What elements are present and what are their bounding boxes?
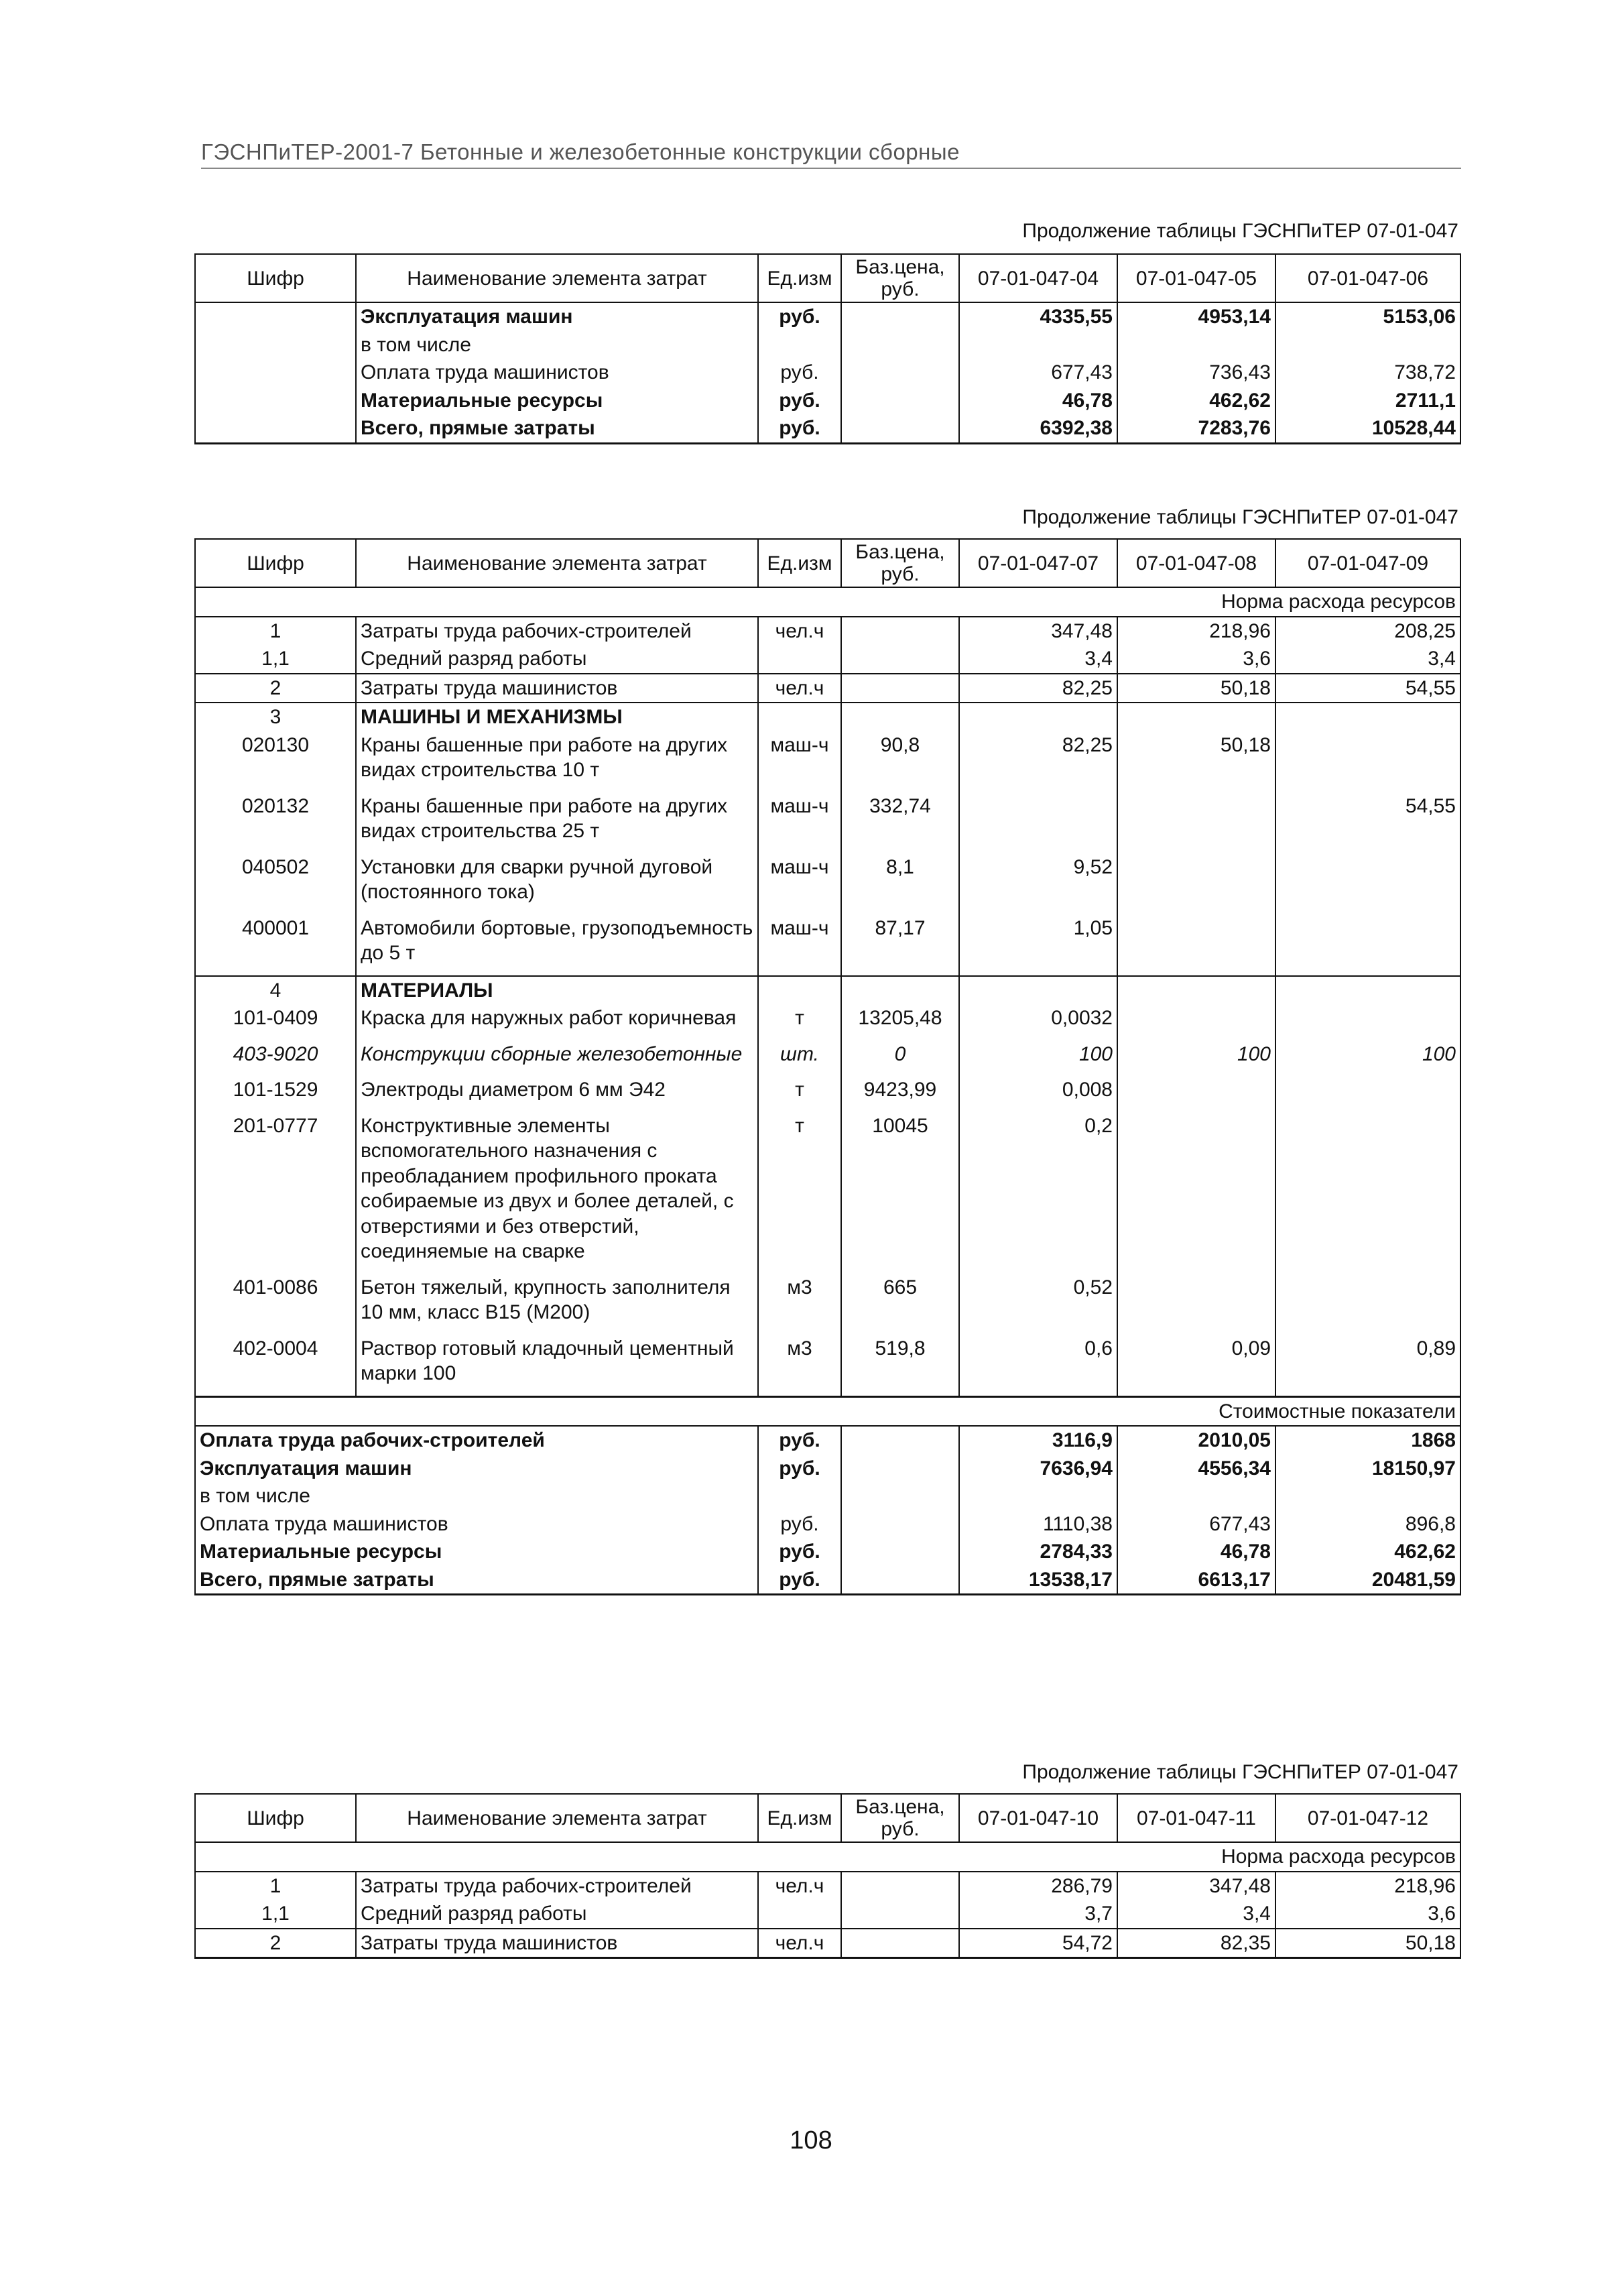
norm-value — [1275, 1482, 1460, 1510]
col-price-header: Баз.цена, руб. — [841, 1794, 959, 1842]
norm-value — [959, 331, 1117, 359]
norm-value — [1275, 1076, 1460, 1112]
norms-band-label: Норма расхода ресурсов — [195, 587, 1460, 617]
col-code-header: Шифр — [195, 1794, 356, 1842]
norm-value: 9,52 — [959, 853, 1117, 914]
norm-value: 0,008 — [959, 1076, 1117, 1112]
norm-value: 20481,59 — [1275, 1566, 1460, 1595]
norm-value: 1,05 — [959, 914, 1117, 976]
resource-name: Эксплуатация машин — [356, 302, 758, 331]
norm-value: 5153,06 — [1275, 302, 1460, 331]
cost-row — [195, 1538, 1460, 1566]
table-row — [195, 674, 1460, 703]
table-row — [195, 1004, 1460, 1040]
norm-value — [959, 792, 1117, 853]
norm-value — [1117, 914, 1275, 976]
resource-unit: руб. — [758, 1538, 841, 1566]
resource-unit — [758, 703, 841, 731]
resource-code: 1 — [195, 1872, 356, 1900]
resource-code: 201-0777 — [195, 1112, 356, 1274]
resource-name: Оплата труда рабочих-строителей — [195, 1426, 758, 1455]
resource-name: Электроды диаметром 6 мм Э42 — [356, 1076, 758, 1112]
resource-unit: руб. — [758, 1426, 841, 1455]
resource-name: Краны башенные при работе на других видах строительства 25 т — [356, 792, 758, 853]
norm-value — [1117, 703, 1275, 731]
norm-value — [1117, 1076, 1275, 1112]
resource-code: 1,1 — [195, 645, 356, 674]
cost-row — [195, 1510, 1460, 1538]
table-row — [195, 976, 1460, 1005]
norm-value — [1275, 914, 1460, 976]
norm-value: 3,6 — [1275, 1900, 1460, 1929]
resource-code: 402-0004 — [195, 1335, 356, 1397]
norm-value — [1275, 331, 1460, 359]
base-price — [841, 359, 959, 387]
col-code-3: 07-01-047-09 — [1275, 539, 1460, 587]
col-code-1: 07-01-047-10 — [959, 1794, 1117, 1842]
resource-unit: м3 — [758, 1274, 841, 1335]
norms-band-row — [195, 1842, 1460, 1872]
base-price — [841, 645, 959, 674]
base-price: 665 — [841, 1274, 959, 1335]
table-row — [195, 731, 1460, 792]
col-price-header: Баз.цена, руб. — [841, 254, 959, 302]
cost-row — [195, 1566, 1460, 1595]
norm-value: 54,55 — [1275, 674, 1460, 703]
norm-value: 3,6 — [1117, 645, 1275, 674]
norm-value — [1117, 1274, 1275, 1335]
base-price — [841, 703, 959, 731]
col-name-header: Наименование элемента затрат — [356, 254, 758, 302]
resource-code: 4 — [195, 976, 356, 1005]
norm-value: 3,7 — [959, 1900, 1117, 1929]
resource-name: Эксплуатация машин — [195, 1455, 758, 1483]
base-price — [841, 1538, 959, 1566]
resource-code: 2 — [195, 674, 356, 703]
resource-unit: маш-ч — [758, 853, 841, 914]
norm-value: 347,48 — [959, 617, 1117, 646]
norm-value: 7636,94 — [959, 1455, 1117, 1483]
resource-name: Оплата труда машинистов — [195, 1510, 758, 1538]
col-code-3: 07-01-047-12 — [1275, 1794, 1460, 1842]
table2-caption: Продолжение таблицы ГЭСНПиТЕР 07-01-047 — [1022, 506, 1458, 528]
costs-band-label: Стоимостные показатели — [195, 1396, 1460, 1426]
base-price — [841, 617, 959, 646]
norm-value — [1117, 1112, 1275, 1274]
norm-value: 462,62 — [1275, 1538, 1460, 1566]
table-row — [195, 853, 1460, 914]
base-price: 13205,48 — [841, 1004, 959, 1040]
norm-value: 100 — [1275, 1040, 1460, 1077]
table3-header-row — [195, 1794, 1460, 1842]
norm-value: 2784,33 — [959, 1538, 1117, 1566]
resource-code: 040502 — [195, 853, 356, 914]
base-price — [841, 1872, 959, 1900]
norm-value — [1117, 792, 1275, 853]
table-row — [195, 617, 1460, 646]
resource-unit: т — [758, 1076, 841, 1112]
base-price — [841, 1900, 959, 1929]
norm-value: 6392,38 — [959, 414, 1117, 443]
resource-name: Материальные ресурсы — [195, 1538, 758, 1566]
base-price: 8,1 — [841, 853, 959, 914]
resource-unit — [758, 1482, 841, 1510]
norm-value — [959, 976, 1117, 1005]
norm-value: 462,62 — [1117, 387, 1275, 415]
norm-value — [959, 703, 1117, 731]
resource-code: 1,1 — [195, 1900, 356, 1929]
table-row — [195, 1900, 1460, 1929]
norm-value: 3,4 — [1117, 1900, 1275, 1929]
base-price — [841, 1455, 959, 1483]
resource-name: Средний разряд работы — [356, 645, 758, 674]
norm-value: 6613,17 — [1117, 1566, 1275, 1595]
norm-value — [1275, 703, 1460, 731]
table1-continuation — [194, 253, 1461, 444]
resource-name: Затраты труда рабочих-строителей — [356, 1872, 758, 1900]
norm-value: 738,72 — [1275, 359, 1460, 387]
resource-name: МАШИНЫ И МЕХАНИЗМЫ — [356, 703, 758, 731]
resource-name: Конструктивные элементы вспомогательного назначения с преобладанием профильного проката собираемые из двух и более деталей, с отверстиями и без отверстий, соединяемые на сварке — [356, 1112, 758, 1274]
resource-name: Затраты труда машинистов — [356, 674, 758, 703]
resource-code — [195, 359, 356, 387]
document-running-header: ГЭСНПиТЕР-2001-7 Бетонные и железобетонные конструкции сборные — [201, 139, 1461, 169]
page-number: 108 — [790, 2126, 832, 2155]
table-row — [195, 1929, 1460, 1958]
resource-name: МАТЕРИАЛЫ — [356, 976, 758, 1005]
norm-value: 4953,14 — [1117, 302, 1275, 331]
table-row — [195, 302, 1460, 331]
resource-unit: чел.ч — [758, 674, 841, 703]
norm-value: 82,25 — [959, 731, 1117, 792]
table2-continuation — [194, 538, 1461, 1595]
cost-row — [195, 1482, 1460, 1510]
col-code-2: 07-01-047-08 — [1117, 539, 1275, 587]
table-row — [195, 1112, 1460, 1274]
norm-value: 2010,05 — [1117, 1426, 1275, 1455]
norm-value: 4556,34 — [1117, 1455, 1275, 1483]
base-price — [841, 1426, 959, 1455]
base-price: 0 — [841, 1040, 959, 1077]
resource-code: 101-0409 — [195, 1004, 356, 1040]
norm-value: 46,78 — [959, 387, 1117, 415]
table-row — [195, 414, 1460, 443]
table-row — [195, 359, 1460, 387]
base-price — [841, 331, 959, 359]
table3-continuation — [194, 1793, 1461, 1959]
resource-name: Автомобили бортовые, грузоподъемность до 5 т — [356, 914, 758, 976]
norm-value: 82,35 — [1117, 1929, 1275, 1958]
norm-value — [1117, 331, 1275, 359]
norm-value: 4335,55 — [959, 302, 1117, 331]
table2-header-row — [195, 539, 1460, 587]
resource-name: Краска для наружных работ коричневая — [356, 1004, 758, 1040]
resource-unit: чел.ч — [758, 617, 841, 646]
table3-caption: Продолжение таблицы ГЭСНПиТЕР 07-01-047 — [1022, 1761, 1458, 1783]
norm-value — [1275, 1004, 1460, 1040]
resource-unit: шт. — [758, 1040, 841, 1077]
norm-value: 54,72 — [959, 1929, 1117, 1958]
norm-value — [1117, 1004, 1275, 1040]
resource-unit: руб. — [758, 414, 841, 443]
resource-code: 401-0086 — [195, 1274, 356, 1335]
resource-code: 2 — [195, 1929, 356, 1958]
resource-unit — [758, 976, 841, 1005]
base-price — [841, 674, 959, 703]
resource-name: Конструкции сборные железобетонные — [356, 1040, 758, 1077]
table-row — [195, 1040, 1460, 1077]
col-name-header: Наименование элемента затрат — [356, 539, 758, 587]
resource-unit: маш-ч — [758, 731, 841, 792]
norm-value: 218,96 — [1275, 1872, 1460, 1900]
resource-code — [195, 302, 356, 331]
base-price: 90,8 — [841, 731, 959, 792]
resource-unit: руб. — [758, 302, 841, 331]
norms-band-row — [195, 587, 1460, 617]
table-row — [195, 914, 1460, 976]
base-price: 87,17 — [841, 914, 959, 976]
base-price — [841, 1482, 959, 1510]
norm-value: 0,0032 — [959, 1004, 1117, 1040]
resource-unit: чел.ч — [758, 1872, 841, 1900]
resource-code: 101-1529 — [195, 1076, 356, 1112]
resource-code — [195, 414, 356, 443]
resource-name: Бетон тяжелый, крупность заполнителя 10 мм, класс В15 (М200) — [356, 1274, 758, 1335]
resource-name: Всего, прямые затраты — [195, 1566, 758, 1595]
norm-value: 677,43 — [959, 359, 1117, 387]
resource-unit: руб. — [758, 359, 841, 387]
norm-value — [1117, 853, 1275, 914]
base-price: 9423,99 — [841, 1076, 959, 1112]
norm-value: 2711,1 — [1275, 387, 1460, 415]
norm-value: 50,18 — [1117, 674, 1275, 703]
norm-value: 18150,97 — [1275, 1455, 1460, 1483]
table-row — [195, 645, 1460, 674]
norm-value — [1275, 976, 1460, 1005]
norm-value: 54,55 — [1275, 792, 1460, 853]
norms-band-label: Норма расхода ресурсов — [195, 1842, 1460, 1872]
norm-value — [1275, 731, 1460, 792]
table-row — [195, 1335, 1460, 1397]
norm-value — [1275, 853, 1460, 914]
norm-value — [1275, 1274, 1460, 1335]
col-code-1: 07-01-047-07 — [959, 539, 1117, 587]
resource-code: 3 — [195, 703, 356, 731]
col-code-2: 07-01-047-11 — [1117, 1794, 1275, 1842]
resource-unit: руб. — [758, 1566, 841, 1595]
col-code-header: Шифр — [195, 254, 356, 302]
base-price — [841, 976, 959, 1005]
base-price: 10045 — [841, 1112, 959, 1274]
resource-unit: руб. — [758, 1455, 841, 1483]
col-code-1: 07-01-047-04 — [959, 254, 1117, 302]
norm-value — [959, 1482, 1117, 1510]
resource-unit: м3 — [758, 1335, 841, 1397]
resource-name: в том числе — [195, 1482, 758, 1510]
base-price — [841, 1510, 959, 1538]
norm-value: 50,18 — [1275, 1929, 1460, 1958]
resource-code: 020130 — [195, 731, 356, 792]
table1-caption: Продолжение таблицы ГЭСНПиТЕР 07-01-047 — [1022, 220, 1458, 242]
resource-name: Раствор готовый кладочный цементный марки 100 — [356, 1335, 758, 1397]
col-code-3: 07-01-047-06 — [1275, 254, 1460, 302]
resource-code — [195, 331, 356, 359]
base-price — [841, 1929, 959, 1958]
base-price — [841, 302, 959, 331]
resource-code: 020132 — [195, 792, 356, 853]
col-price-header: Баз.цена, руб. — [841, 539, 959, 587]
base-price — [841, 387, 959, 415]
col-unit-header: Ед.изм — [758, 1794, 841, 1842]
costs-band-row — [195, 1396, 1460, 1426]
col-code-header: Шифр — [195, 539, 356, 587]
resource-unit: руб. — [758, 387, 841, 415]
resource-unit — [758, 331, 841, 359]
norm-value: 0,2 — [959, 1112, 1117, 1274]
resource-unit: маш-ч — [758, 792, 841, 853]
table-row — [195, 1076, 1460, 1112]
norm-value: 1110,38 — [959, 1510, 1117, 1538]
resource-code: 1 — [195, 617, 356, 646]
cost-row — [195, 1455, 1460, 1483]
table-row — [195, 1274, 1460, 1335]
resource-name: Затраты труда рабочих-строителей — [356, 617, 758, 646]
cost-row — [195, 1426, 1460, 1455]
norm-value: 82,25 — [959, 674, 1117, 703]
norm-value: 7283,76 — [1117, 414, 1275, 443]
base-price: 519,8 — [841, 1335, 959, 1397]
resource-unit: руб. — [758, 1510, 841, 1538]
col-unit-header: Ед.изм — [758, 539, 841, 587]
resource-code: 400001 — [195, 914, 356, 976]
resource-unit: маш-ч — [758, 914, 841, 976]
norm-value: 46,78 — [1117, 1538, 1275, 1566]
resource-unit: чел.ч — [758, 1929, 841, 1958]
norm-value — [1117, 976, 1275, 1005]
norm-value: 100 — [1117, 1040, 1275, 1077]
resource-unit: т — [758, 1112, 841, 1274]
resource-name: Оплата труда машинистов — [356, 359, 758, 387]
table-row — [195, 331, 1460, 359]
col-code-2: 07-01-047-05 — [1117, 254, 1275, 302]
resource-name: Краны башенные при работе на других видах строительства 10 т — [356, 731, 758, 792]
resource-name: Всего, прямые затраты — [356, 414, 758, 443]
resource-code: 403-9020 — [195, 1040, 356, 1077]
resource-name: Средний разряд работы — [356, 1900, 758, 1929]
col-unit-header: Ед.изм — [758, 254, 841, 302]
norm-value: 3,4 — [959, 645, 1117, 674]
resource-unit — [758, 645, 841, 674]
resource-name: Материальные ресурсы — [356, 387, 758, 415]
resource-unit: т — [758, 1004, 841, 1040]
norm-value: 100 — [959, 1040, 1117, 1077]
norm-value: 0,09 — [1117, 1335, 1275, 1397]
norm-value: 10528,44 — [1275, 414, 1460, 443]
resource-code — [195, 387, 356, 415]
resource-name: в том числе — [356, 331, 758, 359]
norm-value: 0,89 — [1275, 1335, 1460, 1397]
norm-value: 13538,17 — [959, 1566, 1117, 1595]
norm-value: 0,52 — [959, 1274, 1117, 1335]
norm-value: 218,96 — [1117, 617, 1275, 646]
table-row — [195, 792, 1460, 853]
table-row — [195, 1872, 1460, 1900]
norm-value: 208,25 — [1275, 617, 1460, 646]
table-row — [195, 703, 1460, 731]
norm-value: 1868 — [1275, 1426, 1460, 1455]
base-price: 332,74 — [841, 792, 959, 853]
norm-value: 736,43 — [1117, 359, 1275, 387]
norm-value: 0,6 — [959, 1335, 1117, 1397]
base-price — [841, 414, 959, 443]
table1-header-row — [195, 254, 1460, 302]
norm-value: 677,43 — [1117, 1510, 1275, 1538]
norm-value: 896,8 — [1275, 1510, 1460, 1538]
norm-value — [1117, 1482, 1275, 1510]
resource-name: Затраты труда машинистов — [356, 1929, 758, 1958]
norm-value: 3,4 — [1275, 645, 1460, 674]
norm-value: 50,18 — [1117, 731, 1275, 792]
table-row — [195, 387, 1460, 415]
norm-value: 347,48 — [1117, 1872, 1275, 1900]
base-price — [841, 1566, 959, 1595]
norm-value: 286,79 — [959, 1872, 1117, 1900]
norm-value — [1275, 1112, 1460, 1274]
resource-name: Установки для сварки ручной дуговой (постоянного тока) — [356, 853, 758, 914]
col-name-header: Наименование элемента затрат — [356, 1794, 758, 1842]
resource-unit — [758, 1900, 841, 1929]
norm-value: 3116,9 — [959, 1426, 1117, 1455]
